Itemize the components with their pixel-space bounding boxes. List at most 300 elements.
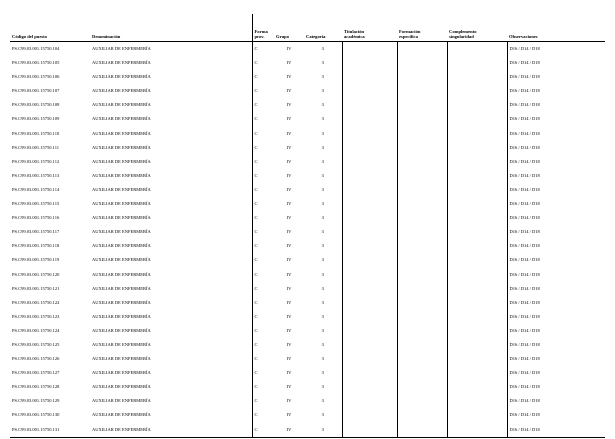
cell-grupo (274, 42, 304, 57)
cell-denominacion (90, 352, 252, 366)
cell-categoria (304, 282, 342, 296)
table-row (10, 268, 605, 282)
cell-grupo (274, 127, 304, 141)
cell-forma-prov-text: C (254, 229, 258, 235)
cell-observaciones-text: D16 / D14 / D18 (509, 172, 540, 178)
cell-codigo (10, 225, 90, 239)
cell-titulacion (342, 380, 397, 394)
cell-grupo-text: IV (286, 172, 292, 178)
cell-forma-prov-text: C (254, 46, 258, 51)
cell-titulacion (342, 324, 397, 338)
cell-codigo-text: PS.C99.03.001.15750.116 (12, 215, 60, 221)
cell-formacion (397, 253, 447, 267)
cell-titulacion (342, 310, 397, 324)
cell-codigo-text: PS.C99.03.001.15750.121 (12, 285, 60, 291)
cell-grupo-text: IV (286, 158, 292, 164)
cell-codigo (10, 183, 90, 197)
cell-codigo-text: PS.C99.03.001.15750.124 (12, 327, 60, 333)
cell-grupo-text: IV (286, 201, 292, 207)
cell-grupo-text: IV (286, 215, 292, 221)
cell-codigo (10, 141, 90, 155)
cell-categoria-text: 3 (321, 313, 324, 319)
cell-codigo-text: PS.C99.03.001.15750.129 (12, 398, 60, 404)
cell-denominacion-text: AUXILIAR DE ENFERMERÍA (92, 74, 151, 80)
cell-codigo-text: PS.C99.03.001.15750.104 (12, 46, 60, 51)
cell-grupo (274, 394, 304, 408)
column-header-forma-prov-line1: Forma (254, 28, 268, 34)
table-row (10, 42, 605, 57)
cell-grupo (274, 112, 304, 126)
table-row (10, 380, 605, 394)
cell-codigo-text: PS.C99.03.001.15750.117 (12, 229, 60, 235)
cell-categoria-text: 3 (321, 341, 324, 347)
cell-codigo (10, 408, 90, 422)
cell-observaciones (507, 253, 605, 267)
cell-observaciones-text: D16 / D14 / D18 (509, 229, 540, 235)
cell-grupo-text: IV (286, 356, 292, 362)
cell-complemento (447, 197, 507, 211)
column-header-denominacion-label: Denominación (92, 34, 121, 40)
cell-titulacion (342, 56, 397, 70)
cell-codigo (10, 197, 90, 211)
cell-codigo-text: PS.C99.03.001.15750.131 (12, 426, 60, 432)
column-header-forma-prov-line2: prov. (254, 34, 265, 40)
cell-complemento (447, 42, 507, 57)
cell-categoria-text: 3 (321, 158, 324, 164)
cell-complemento (447, 56, 507, 70)
cell-titulacion (342, 141, 397, 155)
table-row (10, 183, 605, 197)
cell-categoria (304, 197, 342, 211)
cell-titulacion (342, 253, 397, 267)
cell-observaciones-text: D16 / D14 / D18 (509, 215, 540, 221)
cell-complemento (447, 141, 507, 155)
cell-observaciones-text: D16 / D14 / D18 (509, 88, 540, 94)
cell-complemento (447, 408, 507, 422)
cell-forma-prov (252, 197, 274, 211)
cell-formacion (397, 296, 447, 310)
cell-formacion (397, 98, 447, 112)
cell-codigo-text: PS.C99.03.001.15750.120 (12, 271, 60, 277)
cell-categoria-text: 3 (321, 102, 324, 108)
cell-denominacion (90, 70, 252, 84)
cell-categoria-text: 3 (321, 384, 324, 390)
cell-forma-prov-text: C (254, 370, 258, 376)
cell-grupo-text: IV (286, 229, 292, 235)
cell-codigo (10, 70, 90, 84)
cell-codigo (10, 366, 90, 380)
cell-forma-prov-text: C (254, 116, 258, 122)
cell-complemento (447, 70, 507, 84)
cell-codigo-text: PS.C99.03.001.15750.108 (12, 102, 60, 108)
column-header-formacion (397, 14, 447, 42)
cell-formacion (397, 239, 447, 253)
cell-codigo (10, 239, 90, 253)
cell-denominacion (90, 141, 252, 155)
cell-formacion (397, 324, 447, 338)
cell-denominacion-text: AUXILIAR DE ENFERMERÍA (92, 327, 151, 333)
cell-categoria (304, 155, 342, 169)
cell-categoria-text: 3 (321, 215, 324, 221)
cell-categoria-text: 3 (321, 398, 324, 404)
cell-grupo-text: IV (286, 144, 292, 150)
cell-formacion (397, 366, 447, 380)
cell-observaciones-text: D16 / D14 / D18 (509, 158, 540, 164)
column-header-titulacion-line2: académica (344, 34, 365, 40)
cell-observaciones (507, 324, 605, 338)
cell-observaciones-text: D16 / D14 / D18 (509, 257, 540, 263)
table-row (10, 70, 605, 84)
cell-forma-prov (252, 366, 274, 380)
cell-grupo-text: IV (286, 313, 292, 319)
cell-observaciones (507, 282, 605, 296)
cell-codigo-text: PS.C99.03.001.15750.119 (12, 257, 60, 263)
table-bottom-rule-cell (304, 437, 342, 438)
cell-forma-prov-text: C (254, 313, 258, 319)
cell-grupo-text: IV (286, 327, 292, 333)
cell-categoria (304, 225, 342, 239)
cell-denominacion (90, 197, 252, 211)
cell-grupo (274, 366, 304, 380)
cell-codigo (10, 310, 90, 324)
cell-observaciones (507, 352, 605, 366)
cell-grupo (274, 423, 304, 438)
cell-titulacion (342, 239, 397, 253)
cell-observaciones-text: D16 / D14 / D18 (509, 341, 540, 347)
cell-denominacion (90, 225, 252, 239)
cell-grupo (274, 141, 304, 155)
cell-codigo (10, 282, 90, 296)
cell-grupo-text: IV (286, 116, 292, 122)
cell-complemento (447, 366, 507, 380)
table-bottom-rule-cell (10, 437, 90, 438)
cell-forma-prov-text: C (254, 285, 258, 291)
cell-grupo (274, 98, 304, 112)
cell-forma-prov (252, 141, 274, 155)
cell-observaciones (507, 127, 605, 141)
cell-grupo-text: IV (286, 243, 292, 249)
table-row (10, 423, 605, 438)
table-bottom-rule-cell (274, 437, 304, 438)
column-header-grupo-label: Grupo (276, 34, 290, 40)
cell-denominacion-text: AUXILIAR DE ENFERMERÍA (92, 299, 151, 305)
cell-codigo (10, 338, 90, 352)
cell-complemento (447, 352, 507, 366)
cell-categoria (304, 112, 342, 126)
cell-observaciones-text: D16 / D14 / D18 (509, 46, 540, 51)
cell-grupo-text: IV (286, 46, 292, 51)
cell-complemento (447, 127, 507, 141)
cell-titulacion (342, 408, 397, 422)
cell-complemento (447, 211, 507, 225)
table-row (10, 169, 605, 183)
cell-categoria-text: 3 (321, 186, 324, 192)
table-row (10, 211, 605, 225)
cell-forma-prov (252, 127, 274, 141)
column-header-denominacion (90, 14, 252, 42)
cell-denominacion-text: AUXILIAR DE ENFERMERÍA (92, 243, 151, 249)
table-row (10, 112, 605, 126)
cell-formacion (397, 141, 447, 155)
cell-codigo (10, 394, 90, 408)
cell-forma-prov-text: C (254, 215, 258, 221)
cell-complemento (447, 169, 507, 183)
cell-categoria (304, 169, 342, 183)
cell-denominacion-text: AUXILIAR DE ENFERMERÍA (92, 102, 151, 108)
table-row (10, 56, 605, 70)
cell-forma-prov (252, 84, 274, 98)
cell-observaciones-text: D16 / D14 / D18 (509, 412, 540, 418)
cell-forma-prov-text: C (254, 130, 258, 136)
cell-observaciones (507, 380, 605, 394)
cell-denominacion (90, 366, 252, 380)
cell-grupo-text: IV (286, 412, 292, 418)
table-bottom-rule-cell (447, 437, 507, 438)
cell-observaciones (507, 394, 605, 408)
cell-observaciones (507, 112, 605, 126)
table-header-row (10, 14, 605, 42)
cell-forma-prov (252, 282, 274, 296)
cell-observaciones-text: D16 / D14 / D18 (509, 313, 540, 319)
cell-observaciones-text: D16 / D14 / D18 (509, 201, 540, 207)
cell-titulacion (342, 84, 397, 98)
cell-categoria (304, 141, 342, 155)
cell-titulacion (342, 169, 397, 183)
cell-categoria-text: 3 (321, 130, 324, 136)
cell-denominacion (90, 338, 252, 352)
cell-forma-prov (252, 183, 274, 197)
cell-categoria-text: 3 (321, 46, 324, 51)
table-row (10, 324, 605, 338)
cell-codigo-text: PS.C99.03.001.15750.114 (12, 186, 60, 192)
cell-categoria-text: 3 (321, 257, 324, 263)
cell-codigo-text: PS.C99.03.001.15750.118 (12, 243, 60, 249)
column-header-observaciones-label: Observaciones (509, 34, 538, 40)
cell-denominacion-text: AUXILIAR DE ENFERMERÍA (92, 412, 151, 418)
cell-complemento (447, 423, 507, 438)
cell-codigo (10, 112, 90, 126)
cell-categoria (304, 70, 342, 84)
cell-forma-prov-text: C (254, 60, 258, 66)
cell-titulacion (342, 211, 397, 225)
cell-codigo-text: PS.C99.03.001.15750.110 (12, 130, 60, 136)
column-header-forma-prov (252, 14, 274, 42)
cell-observaciones-text: D16 / D14 / D18 (509, 144, 540, 150)
cell-complemento (447, 268, 507, 282)
table-bottom-rule (10, 437, 605, 438)
cell-formacion (397, 112, 447, 126)
cell-grupo (274, 408, 304, 422)
cell-observaciones-text: D16 / D14 / D18 (509, 299, 540, 305)
cell-forma-prov (252, 352, 274, 366)
cell-denominacion (90, 56, 252, 70)
cell-codigo (10, 324, 90, 338)
cell-categoria (304, 84, 342, 98)
cell-grupo (274, 183, 304, 197)
cell-categoria (304, 239, 342, 253)
cell-observaciones-text: D16 / D14 / D18 (509, 60, 540, 66)
cell-forma-prov (252, 169, 274, 183)
cell-categoria-text: 3 (321, 74, 324, 80)
cell-titulacion (342, 338, 397, 352)
cell-denominacion-text: AUXILIAR DE ENFERMERÍA (92, 341, 151, 347)
cell-categoria-text: 3 (321, 271, 324, 277)
cell-forma-prov (252, 42, 274, 57)
cell-titulacion (342, 268, 397, 282)
cell-observaciones (507, 296, 605, 310)
cell-categoria-text: 3 (321, 172, 324, 178)
cell-grupo (274, 169, 304, 183)
cell-forma-prov-text: C (254, 257, 258, 263)
cell-complemento (447, 310, 507, 324)
cell-observaciones (507, 183, 605, 197)
table-row (10, 394, 605, 408)
cell-codigo-text: PS.C99.03.001.15750.107 (12, 88, 60, 94)
cell-grupo (274, 352, 304, 366)
cell-titulacion (342, 112, 397, 126)
cell-categoria (304, 338, 342, 352)
cell-categoria-text: 3 (321, 412, 324, 418)
column-header-complemento (447, 14, 507, 42)
cell-forma-prov (252, 296, 274, 310)
cell-observaciones-text: D16 / D14 / D18 (509, 116, 540, 122)
cell-grupo (274, 253, 304, 267)
cell-observaciones (507, 366, 605, 380)
cell-codigo-text: PS.C99.03.001.15750.113 (12, 172, 60, 178)
cell-grupo-text: IV (286, 257, 292, 263)
cell-forma-prov-text: C (254, 243, 258, 249)
cell-complemento (447, 324, 507, 338)
table-row (10, 253, 605, 267)
cell-categoria-text: 3 (321, 285, 324, 291)
cell-denominacion (90, 183, 252, 197)
cell-formacion (397, 408, 447, 422)
cell-titulacion (342, 127, 397, 141)
column-header-formacion-line1: Formación (399, 28, 421, 34)
cell-forma-prov (252, 408, 274, 422)
cell-denominacion (90, 394, 252, 408)
cell-forma-prov (252, 394, 274, 408)
cell-titulacion (342, 197, 397, 211)
cell-observaciones (507, 408, 605, 422)
cell-complemento (447, 380, 507, 394)
cell-denominacion-text: AUXILIAR DE ENFERMERÍA (92, 158, 151, 164)
cell-grupo-text: IV (286, 285, 292, 291)
cell-observaciones (507, 268, 605, 282)
cell-observaciones (507, 84, 605, 98)
cell-categoria (304, 296, 342, 310)
cell-formacion (397, 155, 447, 169)
cell-denominacion-text: AUXILIAR DE ENFERMERÍA (92, 285, 151, 291)
cell-forma-prov-text: C (254, 341, 258, 347)
cell-formacion (397, 310, 447, 324)
cell-denominacion-text: AUXILIAR DE ENFERMERÍA (92, 186, 151, 192)
table-row (10, 282, 605, 296)
cell-observaciones (507, 141, 605, 155)
cell-categoria-text: 3 (321, 243, 324, 249)
cell-complemento (447, 253, 507, 267)
cell-denominacion (90, 155, 252, 169)
cell-formacion (397, 211, 447, 225)
cell-observaciones (507, 56, 605, 70)
cell-formacion (397, 338, 447, 352)
cell-denominacion-text: AUXILIAR DE ENFERMERÍA (92, 215, 151, 221)
cell-grupo (274, 338, 304, 352)
cell-categoria (304, 253, 342, 267)
cell-grupo (274, 282, 304, 296)
cell-forma-prov-text: C (254, 186, 258, 192)
cell-observaciones (507, 338, 605, 352)
cell-grupo-text: IV (286, 186, 292, 192)
cell-codigo (10, 155, 90, 169)
cell-categoria (304, 56, 342, 70)
cell-formacion (397, 282, 447, 296)
cell-categoria-text: 3 (321, 426, 324, 432)
cell-denominacion-text: AUXILIAR DE ENFERMERÍA (92, 426, 151, 432)
cell-denominacion-text: AUXILIAR DE ENFERMERÍA (92, 313, 151, 319)
cell-forma-prov-text: C (254, 426, 258, 432)
cell-denominacion-text: AUXILIAR DE ENFERMERÍA (92, 88, 151, 94)
cell-grupo (274, 211, 304, 225)
cell-codigo-text: PS.C99.03.001.15750.125 (12, 341, 60, 347)
cell-observaciones (507, 310, 605, 324)
cell-forma-prov-text: C (254, 271, 258, 277)
cell-denominacion-text: AUXILIAR DE ENFERMERÍA (92, 370, 151, 376)
cell-codigo-text: PS.C99.03.001.15750.127 (12, 370, 60, 376)
cell-complemento (447, 296, 507, 310)
cell-categoria (304, 394, 342, 408)
table-row (10, 84, 605, 98)
cell-observaciones-text: D16 / D14 / D18 (509, 327, 540, 333)
cell-categoria (304, 310, 342, 324)
table-row (10, 296, 605, 310)
cell-forma-prov (252, 98, 274, 112)
cell-codigo-text: PS.C99.03.001.15750.115 (12, 201, 60, 207)
cell-forma-prov-text: C (254, 158, 258, 164)
cell-denominacion-text: AUXILIAR DE ENFERMERÍA (92, 271, 151, 277)
cell-forma-prov-text: C (254, 398, 258, 404)
cell-denominacion-text: AUXILIAR DE ENFERMERÍA (92, 398, 151, 404)
cell-categoria (304, 268, 342, 282)
cell-denominacion (90, 423, 252, 438)
cell-categoria-text: 3 (321, 60, 324, 66)
cell-denominacion (90, 112, 252, 126)
cell-observaciones (507, 169, 605, 183)
cell-codigo-text: PS.C99.03.001.15750.105 (12, 60, 60, 66)
cell-formacion (397, 127, 447, 141)
column-header-codigo-label: Código del puesto (12, 34, 47, 40)
cell-titulacion (342, 42, 397, 57)
cell-grupo-text: IV (286, 102, 292, 108)
cell-observaciones-text: D16 / D14 / D18 (509, 356, 540, 362)
cell-categoria-text: 3 (321, 327, 324, 333)
cell-grupo-text: IV (286, 426, 292, 432)
cell-observaciones-text: D16 / D14 / D18 (509, 398, 540, 404)
cell-observaciones-text: D16 / D14 / D18 (509, 426, 540, 432)
cell-grupo (274, 70, 304, 84)
cell-observaciones-text: D16 / D14 / D18 (509, 243, 540, 249)
cell-grupo-text: IV (286, 299, 292, 305)
cell-forma-prov-text: C (254, 102, 258, 108)
cell-categoria (304, 98, 342, 112)
cell-forma-prov-text: C (254, 412, 258, 418)
cell-grupo (274, 239, 304, 253)
cell-denominacion-text: AUXILIAR DE ENFERMERÍA (92, 257, 151, 263)
cell-observaciones (507, 98, 605, 112)
cell-codigo (10, 56, 90, 70)
cell-forma-prov-text: C (254, 201, 258, 207)
cell-forma-prov-text: C (254, 74, 258, 80)
